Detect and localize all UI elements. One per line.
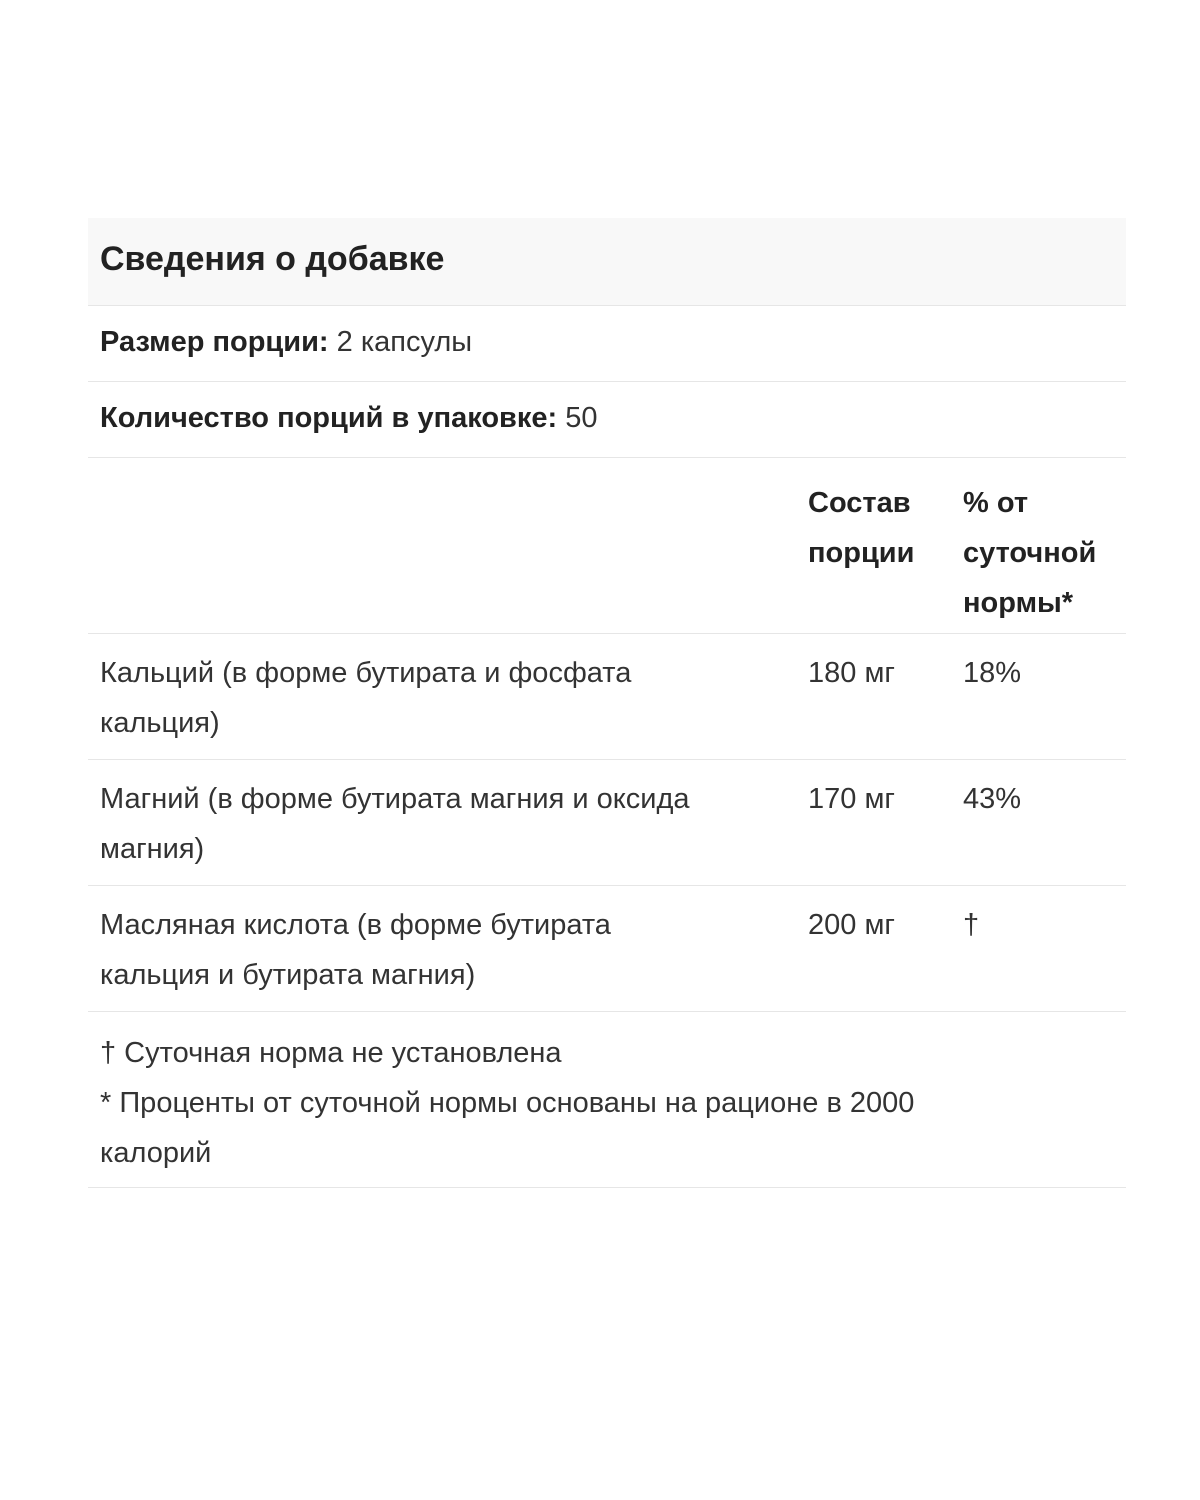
nutrient-row-magnesium (88, 760, 1126, 886)
nutrient-name (88, 648, 808, 759)
footnote-percent-cont: калорий (100, 1137, 212, 1169)
servings-per-container-label: Количество порций в упаковке: (100, 402, 558, 434)
nutrient-name-line: магния) (100, 833, 205, 865)
nutrient-amount: 180 мг (808, 657, 895, 689)
nutrient-row-calcium (88, 634, 1126, 760)
serving-size-row (88, 306, 1126, 382)
nutrient-name (88, 900, 808, 1011)
serving-size-label: Размер порции: (100, 326, 329, 358)
column-header-amount (808, 478, 963, 633)
column-header-row (88, 458, 1126, 634)
nutrient-name-line: Кальций (в форме бутирата и фосфата (100, 657, 632, 689)
column-header-amount-line: Состав (808, 487, 911, 519)
table-title-row (88, 218, 1126, 306)
nutrient-name-line: кальция) (100, 707, 220, 739)
column-header-daily-value (963, 478, 1126, 633)
table-title: Сведения о добавке (100, 240, 445, 278)
nutrient-name-line: кальция и бутирата магния) (100, 959, 476, 991)
column-header-dv-line: нормы* (963, 587, 1074, 619)
column-header-dv-line: % от (963, 487, 1029, 519)
column-header-amount-line: порции (808, 537, 915, 569)
supplement-facts-table (88, 218, 1126, 1188)
column-header-empty (88, 478, 808, 633)
footnote-dagger: † Суточная норма не установлена (100, 1037, 562, 1069)
servings-per-container-value: 50 (565, 402, 598, 434)
nutrient-name-line: Магний (в форме бутирата магния и оксида (100, 783, 690, 815)
nutrient-amount: 200 мг (808, 909, 895, 941)
nutrient-row-butyric-acid (88, 886, 1126, 1012)
nutrient-daily-value: 43% (963, 783, 1022, 815)
nutrient-daily-value: 18% (963, 657, 1022, 689)
servings-per-container-row (88, 382, 1126, 458)
footnotes (88, 1012, 1126, 1188)
footnote-percent: * Проценты от суточной нормы основаны на рационе в 2000 (100, 1087, 915, 1119)
nutrient-name (88, 774, 808, 885)
serving-size-value: 2 капсулы (336, 326, 473, 358)
column-header-dv-line: суточной (963, 537, 1097, 569)
nutrient-daily-value: † (963, 909, 980, 941)
nutrient-amount: 170 мг (808, 783, 895, 815)
nutrient-name-line: Масляная кислота (в форме бутирата (100, 909, 611, 941)
